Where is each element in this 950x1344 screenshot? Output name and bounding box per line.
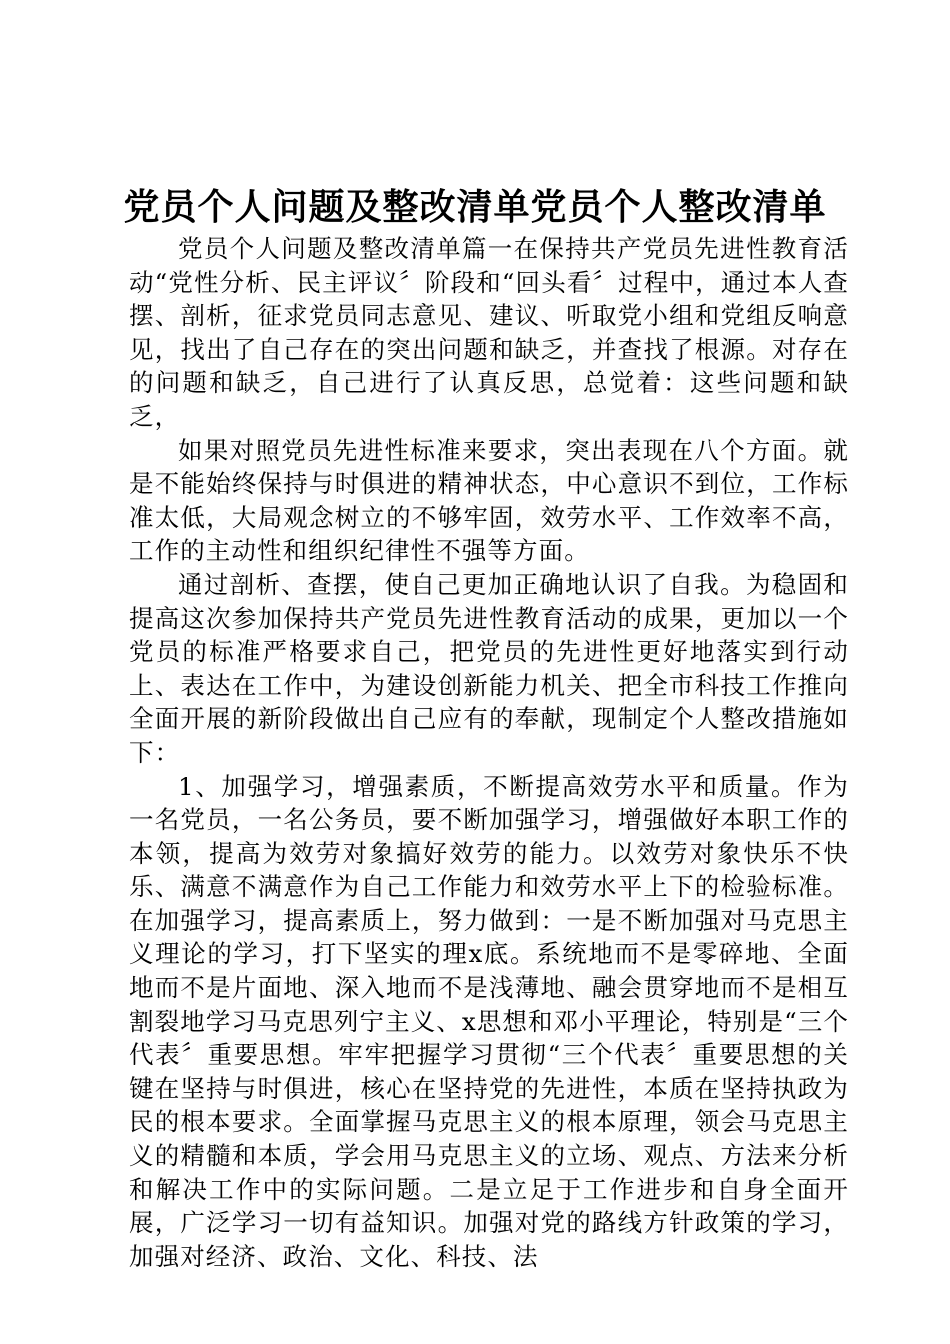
paragraph-1: 党员个人问题及整改清单篇一在保持共产党员先进性教育活动“党性分析、民主评议〞阶段和“回头看〞过程中，通过本人查摆、剖析，征求党员同志意见、建议、听取党小组和党组反响意见，找出了自己存在的突出问题和缺乏，并查找了根源。对存在的问题和缺乏，自己进行了认真反思，总觉着：这些问题和缺乏， bbox=[129, 234, 849, 431]
paragraph-2: 如果对照党员先进性标准来要求，突出表现在八个方面。就是不能始终保持与时俱进的精神状态，中心意识不到位，工作标准太低，大局观念树立的不够牢固，效劳水平、工作效率不高，工作的主动性和组织纪律性不强等方面。 bbox=[129, 435, 849, 566]
document-body bbox=[129, 232, 849, 1273]
paragraph-4: 1、加强学习，增强素质，不断提高效劳水平和质量。作为一名党员，一名公务员，要不断加强学习，增强做好本职工作的本领，提高为效劳对象搞好效劳的能力。以效劳对象快乐不快乐、满意不满意作为自己工作能力和效劳水平上下的检验标准。在加强学习，提高素质上，努力做到：一是不断加强对马克思主义理论的学习，打下坚实的理x底。系统地而不是零碎地、全面地而不是片面地、深入地而不是浅薄地、融会贯穿地而不是相互割裂地学习马克思列宁主义、x思想和邓小平理论，特别是“三个代表〞重要思想。牢牢把握学习贯彻“三个代表〞重要思想的关键在坚持与时俱进，核心在坚持党的先进性，本质在坚持执政为民的根本要求。全面掌握马克思主义的根本原理，领会马克思主义的精髓和本质，学会用马克思主义的立场、观点、方法来分析和解决工作中的实际问题。二是立足于工作进步和自身全面开展，广泛学习一切有益知识。加强对党的路线方针政策的学习，加强对经济、政治、文化、科技、法 bbox=[129, 771, 849, 1271]
paragraph-3: 通过剖析、查摆，使自己更加正确地认识了自我。为稳固和提高这次参加保持共产党员先进性教育活动的成果，更加以一个党员的标准严格要求自己，把党员的先进性更好地落实到行动上、表达在工作中，为建设创新能力机关、把全市科技工作推向全面开展的新阶段做出自己应有的奉献，现制定个人整改措施如下： bbox=[129, 569, 849, 767]
document-title: 党员个人问题及整改清单党员个人整改清单 bbox=[123, 186, 827, 228]
